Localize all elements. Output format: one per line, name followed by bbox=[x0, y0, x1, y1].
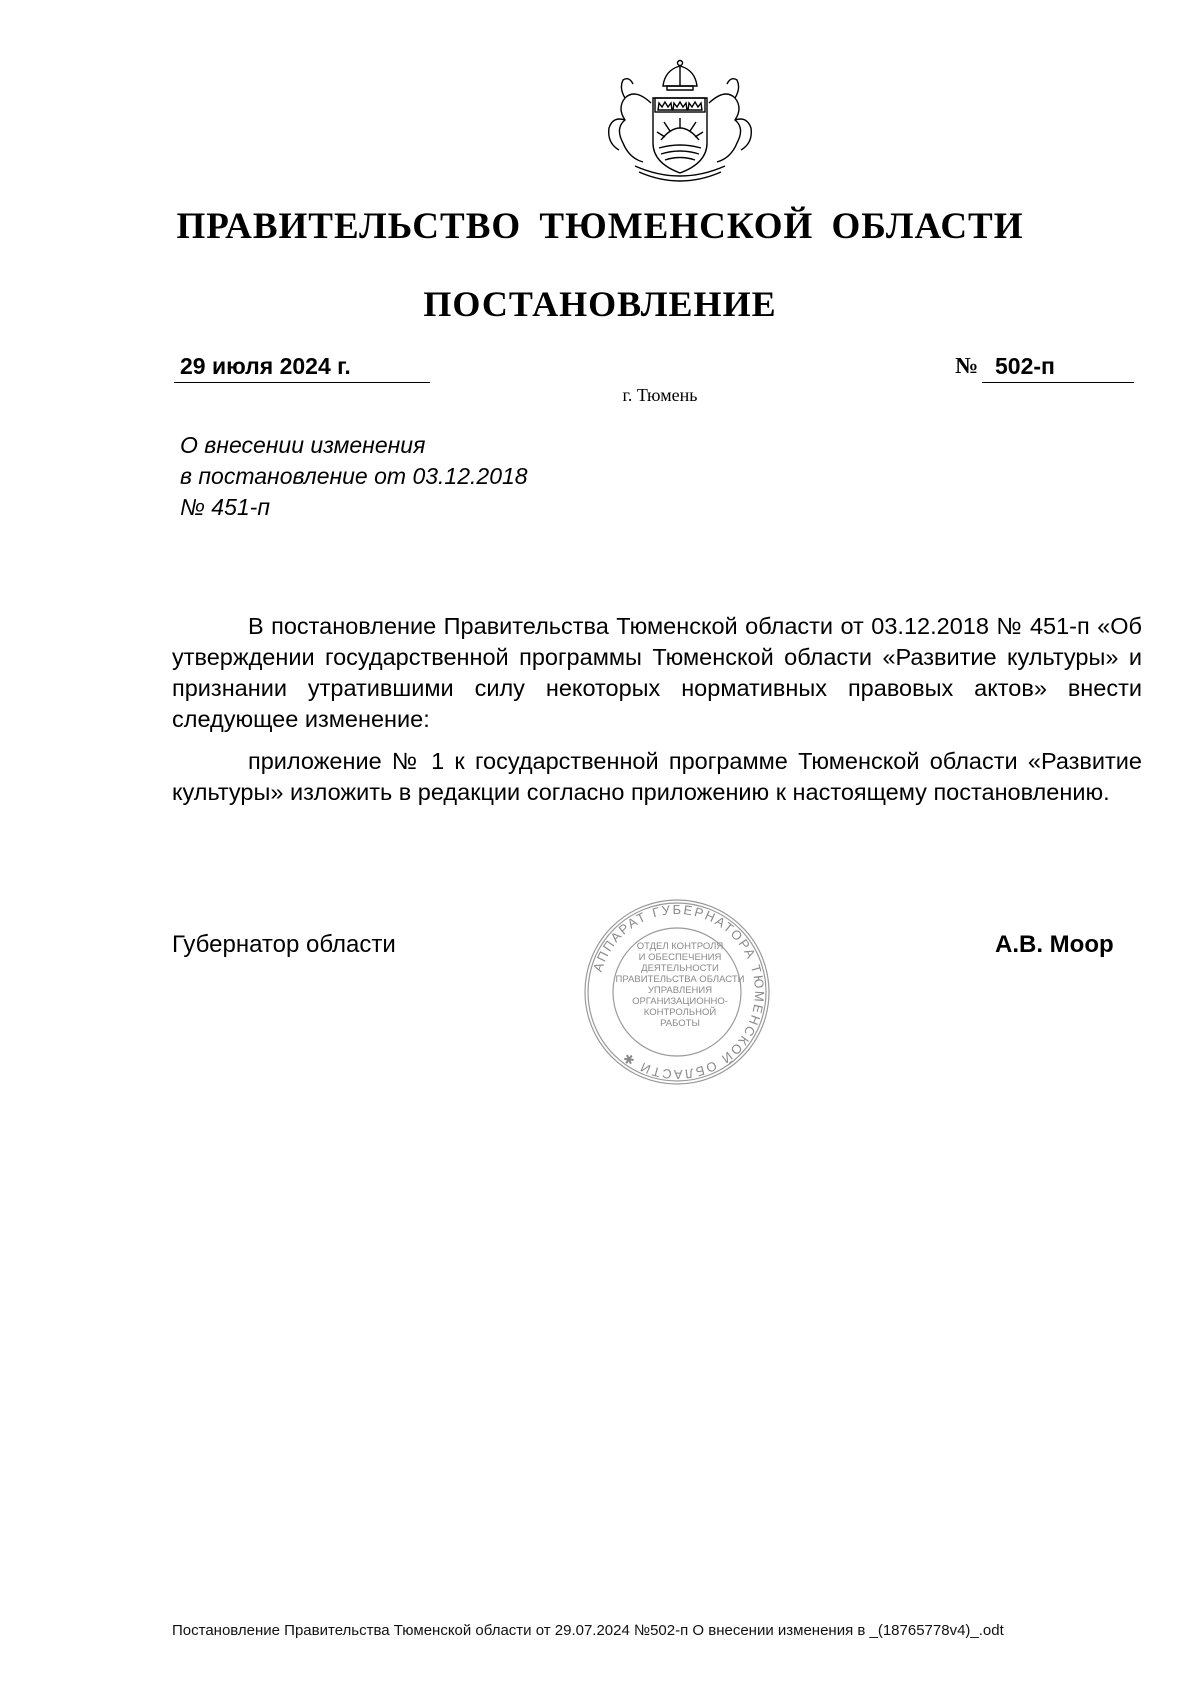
svg-text:УПРАВЛЕНИЯ: УПРАВЛЕНИЯ bbox=[647, 985, 713, 996]
svg-text:ПРАВИТЕЛЬСТВА ОБЛАСТИ: ПРАВИТЕЛЬСТВА ОБЛАСТИ bbox=[615, 974, 745, 985]
file-footer: Постановление Правительства Тюменской области от 29.07.2024 №502-п О внесении изменения в _(18765778v4)_.odt bbox=[172, 1622, 1004, 1639]
body-paragraph: приложение № 1 к государственной программе Тюменской области «Развитие культуры» изложить в редакции согласно приложению к настоящему постановлению. bbox=[172, 748, 1142, 805]
document-body bbox=[172, 611, 1142, 819]
svg-text:ОРГАНИЗАЦИОННО-: ОРГАНИЗАЦИОННО- bbox=[632, 996, 728, 1007]
document-city: г. Тюмень bbox=[622, 385, 698, 405]
svg-text:РАБОТЫ: РАБОТЫ bbox=[660, 1018, 700, 1029]
svg-text:АППАРАТ ГУБЕРНАТОРА ТЮМЕНСКОЙ: АППАРАТ ГУБЕРНАТОРА ТЮМЕНСКОЙ ОБЛАСТИ ✱ bbox=[589, 901, 768, 1083]
official-stamp bbox=[582, 897, 772, 1087]
svg-text:КОНТРОЛЬНОЙ: КОНТРОЛЬНОЙ bbox=[643, 1007, 717, 1018]
subject-line: № 451-п bbox=[180, 494, 270, 520]
signatory-name: А.В. Моор bbox=[995, 931, 1114, 958]
document-date: 29 июля 2024 г. bbox=[180, 353, 351, 379]
body-paragraph: В постановление Правительства Тюменской области от 03.12.2018 № 451-п «Об утверждении государственной программы Тюменской области «Развитие культуры» и признании утратившими силу некоторых нормативных правовых актов» внести следующее изменение: bbox=[172, 613, 1142, 732]
coat-of-arms-emblem bbox=[595, 58, 765, 183]
document-type: ПОСТАНОВЛЕНИЕ bbox=[423, 284, 777, 324]
number-sign: № bbox=[955, 353, 979, 378]
organization-title: ПРАВИТЕЛЬСТВО ТЮМЕНСКОЙ ОБЛАСТИ bbox=[176, 206, 1024, 247]
subject-line: О внесении изменения bbox=[180, 432, 426, 458]
subject-line: в постановление от 03.12.2018 bbox=[180, 463, 528, 489]
signatory-title: Губернатор области bbox=[172, 931, 396, 958]
document-number: 502-п bbox=[995, 353, 1055, 379]
svg-text:И ОБЕСПЕЧЕНИЯ: И ОБЕСПЕЧЕНИЯ bbox=[638, 952, 722, 963]
document-subject bbox=[180, 430, 640, 523]
svg-text:ДЕЯТЕЛЬНОСТИ: ДЕЯТЕЛЬНОСТИ bbox=[641, 963, 719, 974]
svg-text:ОТДЕЛ КОНТРОЛЯ: ОТДЕЛ КОНТРОЛЯ bbox=[636, 941, 724, 952]
